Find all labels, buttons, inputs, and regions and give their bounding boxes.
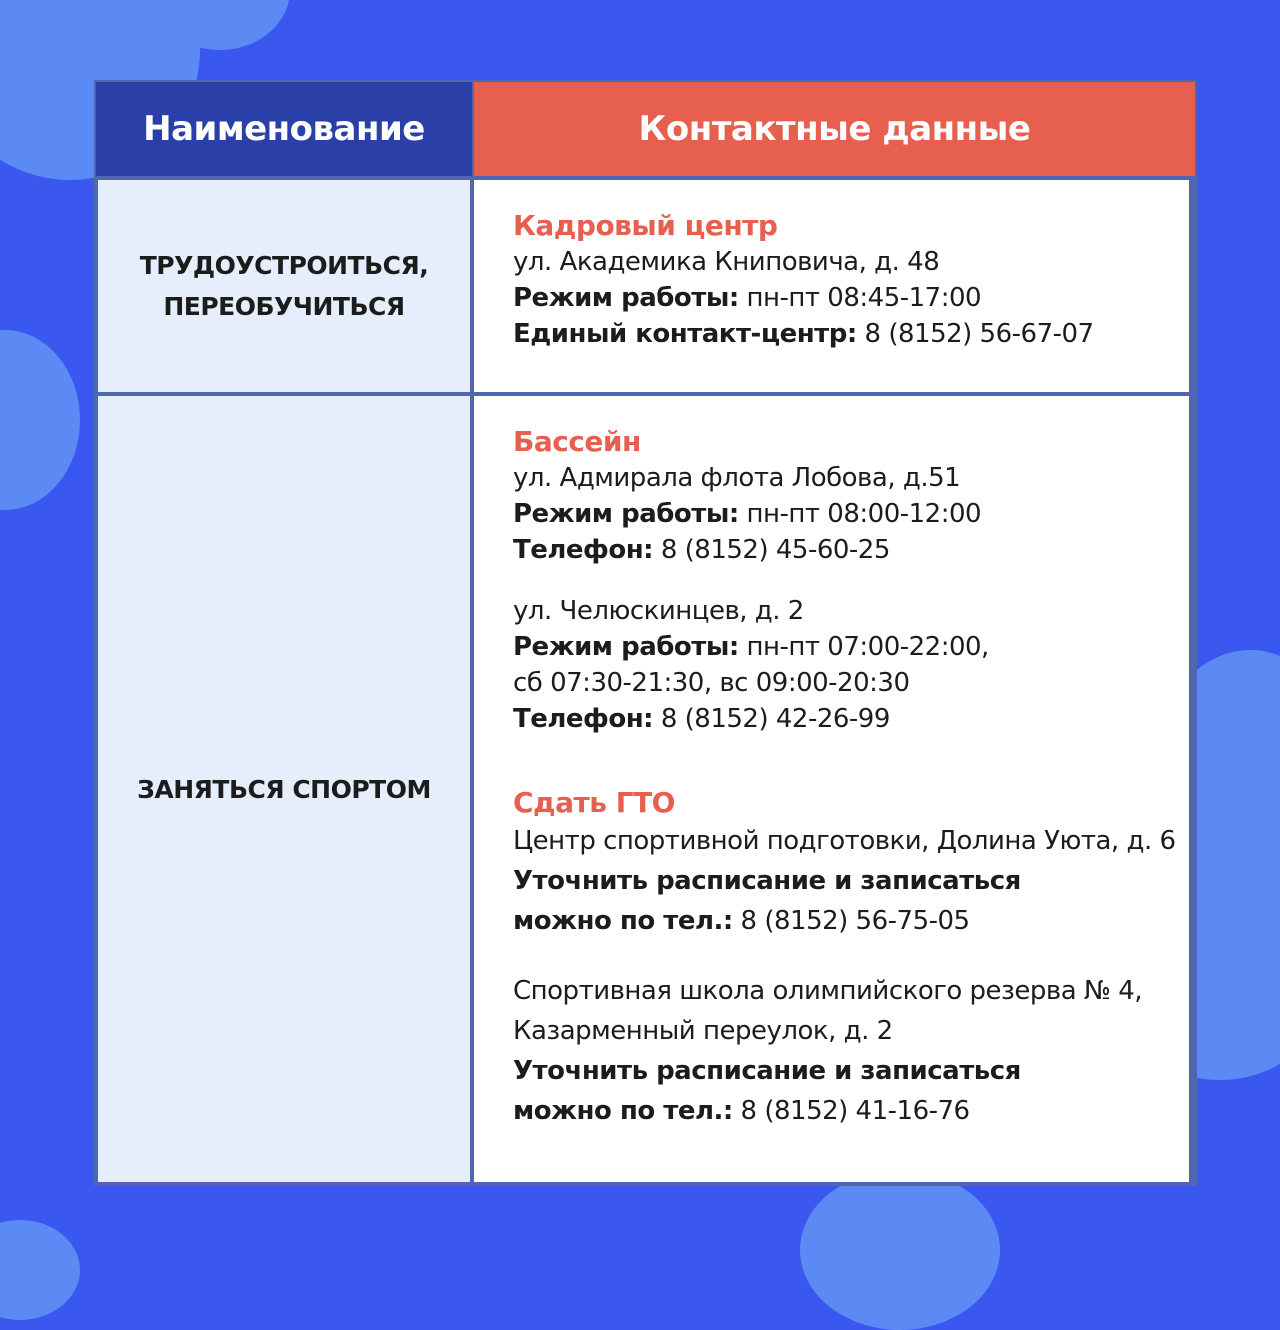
schedule-phone <box>513 901 1189 941</box>
working-hours <box>513 496 1189 532</box>
hours-label: Режим работы: <box>513 499 739 529</box>
background-blob <box>0 330 80 510</box>
contact-table <box>94 80 1197 1186</box>
working-hours <box>513 629 1189 665</box>
schedule-phone <box>513 1091 1189 1131</box>
row-label-sport <box>98 396 470 1182</box>
place: Казарменный переулок, д. 2 <box>513 1016 893 1046</box>
hours-value: пн-пт 08:45-17:00 <box>738 283 982 313</box>
hours-value: пн-пт 07:00-22:00, <box>738 632 989 662</box>
note-text: можно по тел.: <box>513 1096 733 1126</box>
background-blob <box>0 1220 80 1320</box>
contact-label: Единый контакт-центр: <box>513 319 857 349</box>
pool-title: Бассейн <box>513 425 641 458</box>
phone-number[interactable]: 8 (8152) 45-60-25 <box>653 535 890 565</box>
phone-label: Телефон: <box>513 704 654 734</box>
org-title: Кадровый центр <box>513 209 778 242</box>
contact-cell-sport <box>474 396 1189 1182</box>
hours-label: Режим работы: <box>513 283 739 313</box>
column-header-name: Наименование <box>96 82 472 176</box>
address: ул. Адмирала флота Лобова, д.51 <box>513 463 961 493</box>
row-label-employment <box>98 180 470 392</box>
place: Центр спортивной подготовки, Долина Уюта, д. 6 <box>513 826 1176 856</box>
note-text: можно по тел.: <box>513 906 733 936</box>
note-text: Уточнить расписание и записаться <box>513 1056 1021 1086</box>
phone-label: Телефон: <box>513 535 654 565</box>
gto-title: Сдать ГТО <box>513 786 675 819</box>
row-label-line: ТРУДОУСТРОИТЬСЯ, <box>139 251 429 280</box>
contact-cell-employment <box>474 180 1189 392</box>
phone-number[interactable]: 8 (8152) 56-75-05 <box>732 906 970 936</box>
phone-number[interactable]: 8 (8152) 56-67-07 <box>856 319 1094 349</box>
background-blob <box>800 1170 1000 1330</box>
place: Спортивная школа олимпийского резерва № 4, <box>513 976 1143 1006</box>
phone <box>513 532 1189 568</box>
address: ул. Академика Книповича, д. 48 <box>513 247 940 277</box>
schedule-note <box>513 861 1189 901</box>
phone-number[interactable]: 8 (8152) 41-16-76 <box>732 1096 970 1126</box>
phone <box>513 701 1189 737</box>
hours-label: Режим работы: <box>513 632 739 662</box>
working-hours <box>513 280 1189 316</box>
column-header-contacts: Контактные данные <box>474 82 1195 176</box>
phone-number[interactable]: 8 (8152) 42-26-99 <box>653 704 890 734</box>
schedule-note <box>513 1051 1189 1091</box>
hours-value: пн-пт 08:00-12:00 <box>738 499 982 529</box>
address: ул. Челюскинцев, д. 2 <box>513 596 804 626</box>
note-text: Уточнить расписание и записаться <box>513 866 1021 896</box>
contact-center <box>513 316 1189 352</box>
working-hours-cont: сб 07:30-21:30, вс 09:00-20:30 <box>513 668 910 698</box>
row-label-line: ЗАНЯТЬСЯ СПОРТОМ <box>137 774 431 804</box>
row-label-line: ПЕРЕОБУЧИТЬСЯ <box>163 292 405 321</box>
